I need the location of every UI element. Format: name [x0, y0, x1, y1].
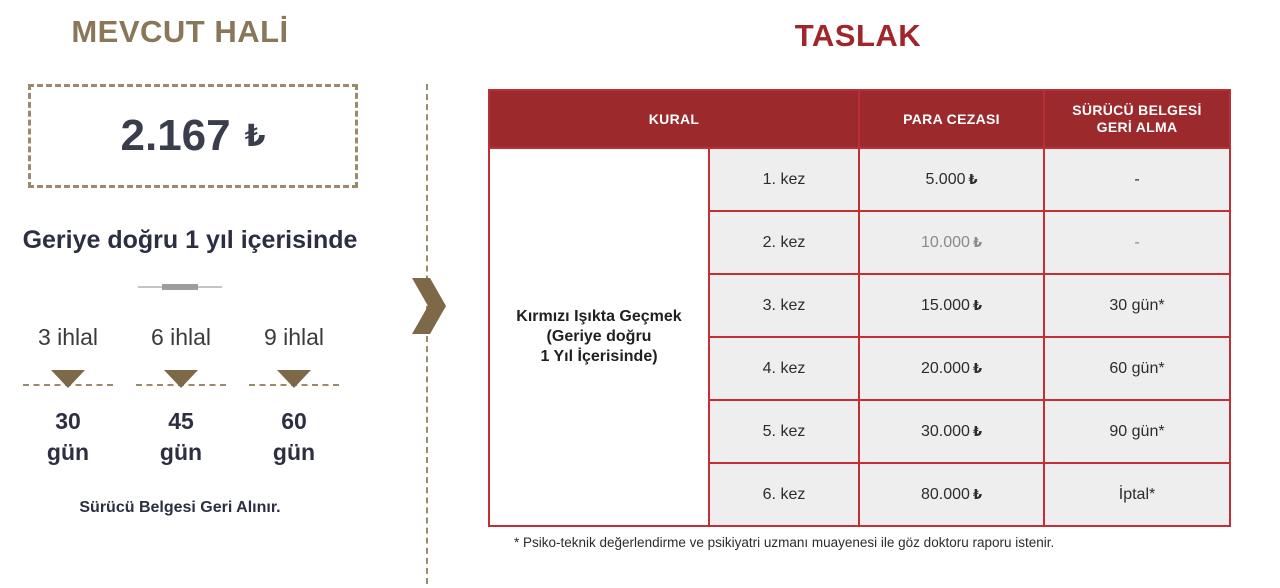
- fine-cell: [859, 148, 1044, 211]
- occurrence-cell: 5. kez: [709, 400, 859, 463]
- period-text: Geriye doğru 1 yıl içerisinde: [22, 226, 358, 254]
- violation-count: 6 ihlal: [150, 324, 212, 350]
- lira-icon: ₺: [972, 360, 982, 376]
- header-surucu-line1: SÜRÜCÜ BELGESİ: [1072, 102, 1202, 118]
- suspension-days: 30: [55, 408, 81, 434]
- fine-cell: [859, 400, 1044, 463]
- fine-cell: [859, 274, 1044, 337]
- current-price-value: 2.167: [120, 111, 231, 160]
- violation-count: 9 ihlal: [263, 324, 325, 350]
- rule-name-cell: [489, 148, 709, 526]
- suspension-unit: gün: [272, 439, 316, 465]
- rule-line1: Kırmızı Işıkta Geçmek: [516, 308, 682, 325]
- suspension-unit: gün: [159, 439, 203, 465]
- fine-value: 20.000: [921, 359, 970, 377]
- arrow-divider: [136, 366, 226, 396]
- license-cell: 30 gün*: [1044, 274, 1230, 337]
- fine-value: 15.000: [921, 296, 970, 314]
- chevron-down-icon: [277, 370, 311, 388]
- header-kural: KURAL: [489, 90, 859, 148]
- license-cell: -: [1044, 211, 1230, 274]
- license-cell: -: [1044, 148, 1230, 211]
- fine-cell: [859, 337, 1044, 400]
- header-surucu-line2: GERİ ALMA: [1096, 119, 1178, 135]
- lira-icon: ₺: [968, 171, 978, 187]
- arrow-divider: [23, 366, 113, 396]
- rule-line2: (Geriye doğru: [546, 328, 652, 345]
- table-row: [489, 148, 1230, 211]
- chevron-right-icon: [408, 276, 448, 336]
- license-cell: 90 gün*: [1044, 400, 1230, 463]
- table-header-row: [489, 90, 1230, 148]
- fine-value: 30.000: [921, 422, 970, 440]
- fine-cell: [859, 211, 1044, 274]
- occurrence-cell: 6. kez: [709, 463, 859, 526]
- penalty-table: [488, 89, 1231, 527]
- slider-decoration: [138, 284, 222, 290]
- violation-count: 3 ihlal: [37, 324, 99, 350]
- header-surucu-belgesi: [1044, 90, 1230, 148]
- suspension-unit: gün: [46, 439, 90, 465]
- arrow-divider: [249, 366, 339, 396]
- lira-icon: ₺: [244, 119, 266, 153]
- lira-icon: ₺: [972, 297, 982, 313]
- slider-knob: [162, 284, 198, 290]
- violation-column-3: [249, 324, 339, 468]
- fine-value: 10.000: [921, 233, 970, 251]
- rule-line3: 1 Yıl İçerisinde): [540, 348, 658, 365]
- occurrence-cell: 2. kez: [709, 211, 859, 274]
- chevron-down-icon: [164, 370, 198, 388]
- violation-column-2: [136, 324, 226, 468]
- violation-column-1: [23, 324, 113, 468]
- header-para-cezasi: PARA CEZASI: [859, 90, 1044, 148]
- fine-cell: [859, 463, 1044, 526]
- suspension-days: 45: [168, 408, 194, 434]
- current-price-box: [28, 84, 358, 188]
- lira-icon: ₺: [972, 234, 982, 250]
- chevron-down-icon: [51, 370, 85, 388]
- occurrence-cell: 4. kez: [709, 337, 859, 400]
- left-note: Sürücü Belgesi Geri Alınır.: [79, 499, 281, 516]
- suspension-days: 60: [281, 408, 307, 434]
- left-title: MEVCUT HALİ: [71, 14, 289, 49]
- license-cell: İptal*: [1044, 463, 1230, 526]
- fine-value: 5.000: [925, 170, 966, 188]
- fine-value: 80.000: [921, 485, 970, 503]
- occurrence-cell: 3. kez: [709, 274, 859, 337]
- lira-icon: ₺: [972, 486, 982, 502]
- occurrence-cell: 1. kez: [709, 148, 859, 211]
- footnote: * Psiko-teknik değerlendirme ve psikiyatri uzmanı muayenesi ile göz doktoru raporu istenir.: [514, 535, 1055, 550]
- lira-icon: ₺: [972, 423, 982, 439]
- license-cell: 60 gün*: [1044, 337, 1230, 400]
- right-title: TASLAK: [794, 18, 922, 53]
